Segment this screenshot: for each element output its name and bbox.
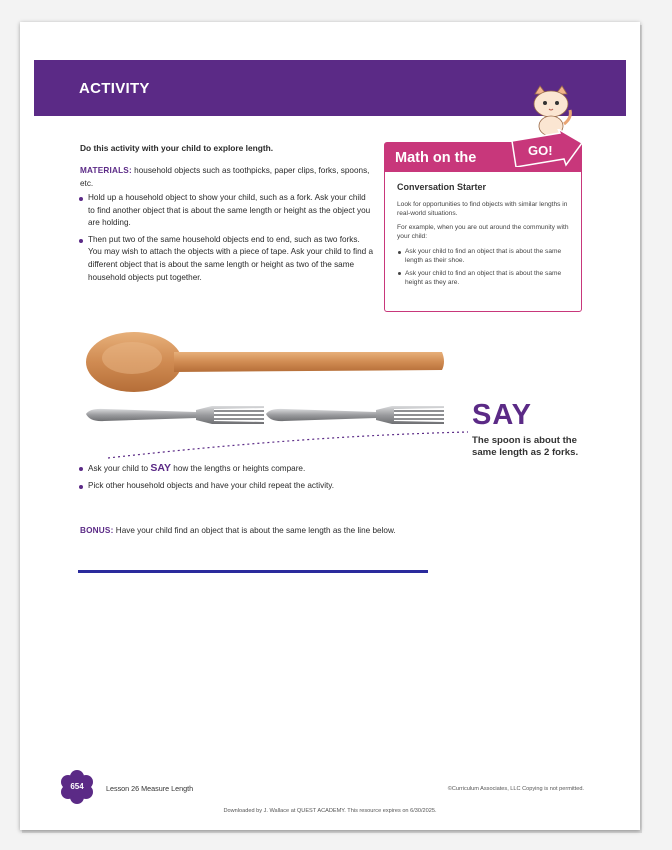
list-item: Ask your child to find an object that is about the same length as their shoe. (397, 247, 575, 266)
bonus-measure-line (78, 570, 428, 573)
say-answer: The spoon is about the same length as 2 forks. (472, 435, 579, 458)
materials-label: MATERIALS: (80, 166, 132, 175)
bonus-label: BONUS: (80, 526, 114, 535)
worksheet-page (20, 22, 640, 830)
go-label: GO! (528, 143, 553, 158)
list-item: Hold up a household object to show your child, such as a fork. Ask your child to find another object that is about the same length or height as the object you are holding. (78, 192, 374, 230)
list-item (78, 462, 374, 476)
materials-text: household objects such as toothpicks, paper clips, forks, spoons, etc. (80, 166, 370, 188)
spoon-illustration (84, 322, 446, 406)
list-item-text: Ask your child to (88, 464, 151, 473)
list-item: Ask your child to find an object that is about the same height as they are. (397, 269, 575, 288)
math-on-the-go-box (384, 142, 582, 312)
materials-paragraph (80, 165, 370, 190)
list-item-text: how the lengths or heights compare. (170, 464, 306, 473)
copyright-notice: ©Curriculum Associates, LLC Copying is not permitted. (447, 786, 584, 792)
math-on-the-go-paragraph: Look for opportunities to find objects with similar lengths in real-world situations. (397, 201, 568, 218)
math-on-the-go-list (397, 247, 575, 291)
steps-list (78, 192, 374, 288)
download-notice: Downloaded by J. Wallace at QUEST ACADEMY. This resource expires on 6/30/2025. (223, 808, 437, 814)
say-heading: SAY (472, 399, 532, 431)
dotted-pointer (102, 418, 474, 464)
list-item: Pick other household objects and have your child repeat the activity. (78, 480, 374, 493)
list-item: Then put two of the same household objects end to end, such as two forks. You may wish to attach the objects with a piece of tape. Ask your child to find a different object that is about the same length or height as two of the same household objects put together. (78, 234, 374, 284)
steps-list-2 (78, 462, 374, 496)
bonus-paragraph (80, 525, 400, 538)
go-arrow-icon (508, 129, 584, 167)
math-on-the-go-title: Math on the (395, 150, 477, 166)
math-on-the-go-paragraph: For example, when you are out around the community with your child: (397, 224, 569, 241)
intro-text: Do this activity with your child to explore length. (80, 143, 274, 153)
conversation-starter-heading: Conversation Starter (397, 182, 487, 192)
page-number: 654 (70, 782, 84, 791)
activity-title: ACTIVITY (79, 80, 150, 97)
lesson-label: Lesson 26 Measure Length (106, 784, 194, 793)
say-inline-word: SAY (150, 462, 171, 474)
bonus-text: Have your child find an object that is about the same length as the line below. (113, 526, 396, 535)
